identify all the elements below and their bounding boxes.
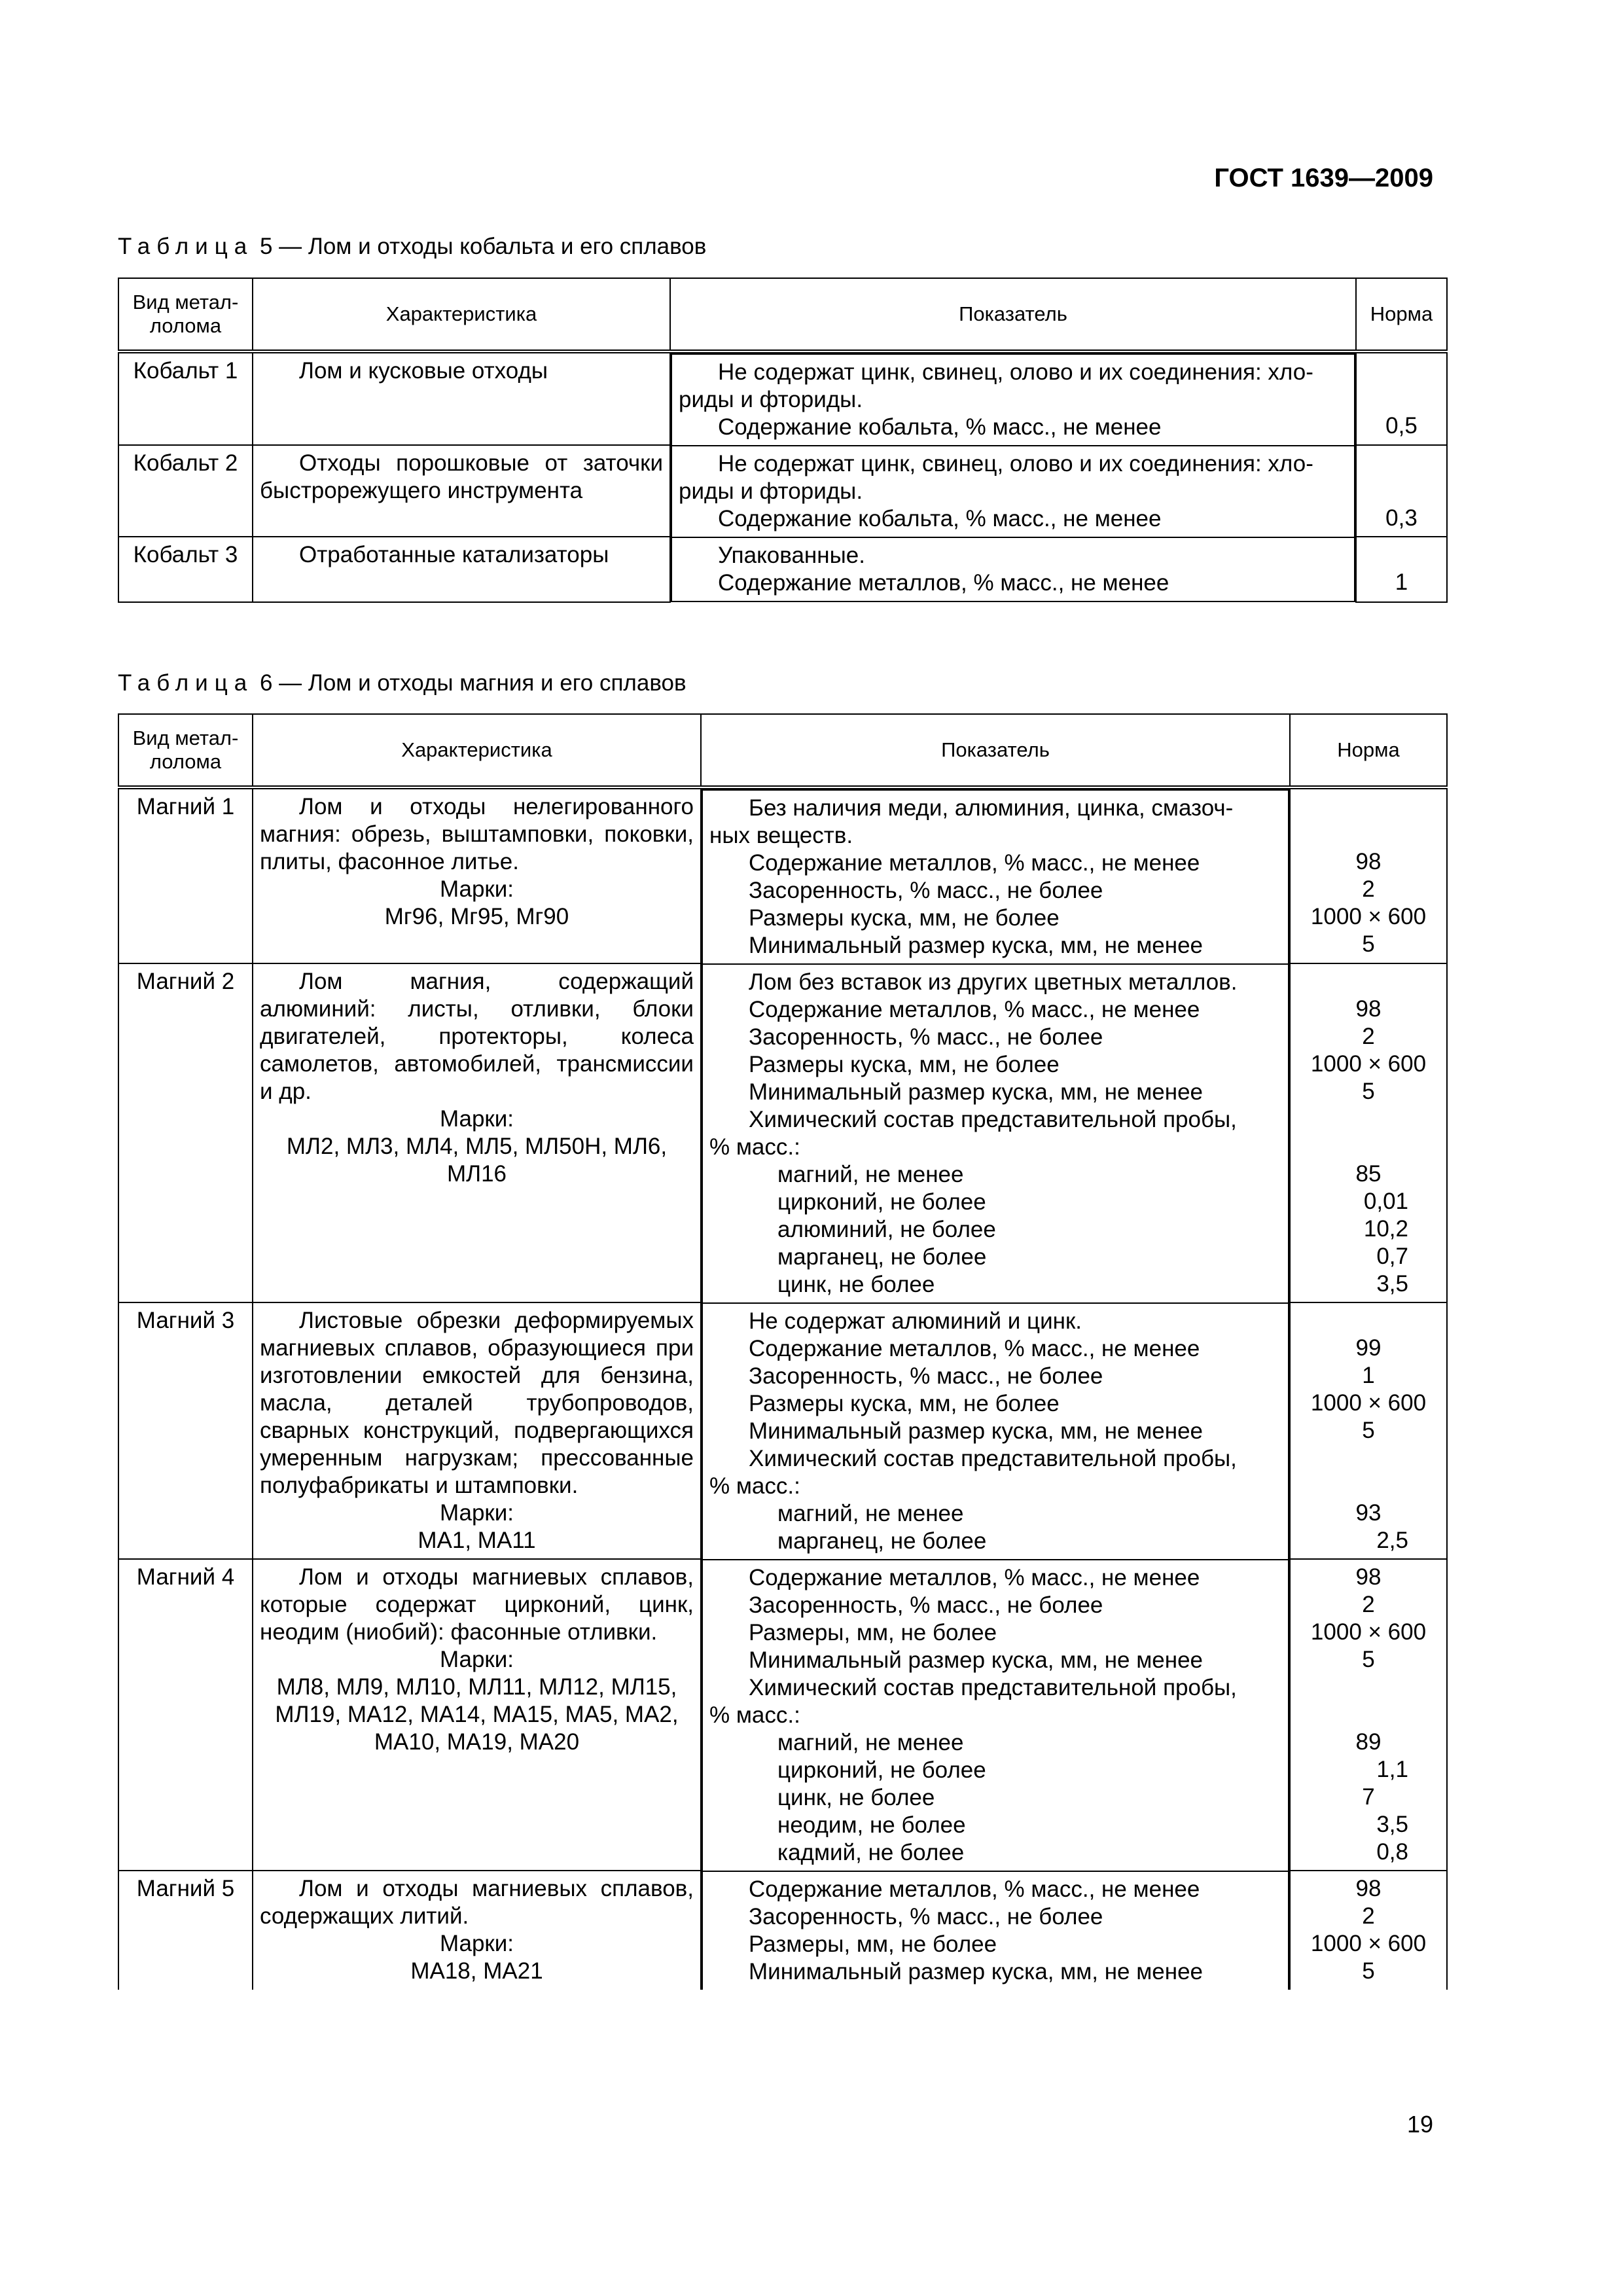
norm-value: 0,3	[1385, 505, 1418, 531]
grades-label: Марки:	[439, 1106, 514, 1132]
indicator-line: Размеры, мм, не более	[749, 1620, 997, 1645]
grades-label: Марки:	[439, 876, 514, 902]
norm-cell	[1356, 445, 1447, 537]
table-header-row	[118, 714, 1447, 787]
indicator-line: Не содержат алюминий и цинк.	[749, 1308, 1082, 1334]
norm-cell	[1290, 963, 1447, 1302]
norm-value: 5	[1362, 1647, 1375, 1672]
characteristic-text: Листовые обрезки деформируемых магниевых сплавов, образующиеся при изготовлении емкостей для бензина, масла, деталей трубопроводов, сварных конструкций, подвергающихся умеренным нагрузкам; прессованные полуфабрикаты и штамповки.	[260, 1308, 694, 1498]
table-row	[118, 445, 1447, 537]
norm-value: 98	[1355, 996, 1382, 1022]
norm-value: 2	[1362, 876, 1375, 902]
indicator-cell	[702, 963, 1289, 1302]
characteristic-text: Лом и кусковые отходы	[299, 358, 548, 384]
scrap-kind-cell: Магний 3	[118, 1302, 253, 1559]
norm-value: 10,2	[1363, 1216, 1408, 1242]
table-row	[118, 537, 1447, 602]
norm-value	[1363, 541, 1440, 569]
grades-label: Марки:	[439, 1931, 514, 1956]
norm-value: 5	[1362, 1958, 1375, 1984]
norm-value: 1000 × 600	[1310, 904, 1427, 929]
grades-list: МЛ8, МЛ9, МЛ10, МЛ11, МЛ12, МЛ15, МЛ19, МА12, МА14, МА15, МА5, МА2, МА10, МА19, МА20	[275, 1674, 679, 1755]
table-row	[118, 1559, 1447, 1871]
norm-value: 3,5	[1376, 1812, 1408, 1837]
grades-label: Марки:	[439, 1647, 514, 1672]
table-row	[118, 1302, 1447, 1559]
norm-value: 2	[1362, 1024, 1375, 1049]
indicator-line: Минимальный размер куска, мм, не менее	[749, 1959, 1204, 1984]
indicator-cell	[702, 1302, 1289, 1559]
characteristic-text: Отходы порошковые от заточки быстрорежущего инструмента	[260, 450, 663, 503]
norm-value: 2	[1362, 1592, 1375, 1617]
norm-value: 85	[1355, 1161, 1382, 1187]
characteristic-cell	[253, 445, 670, 537]
col-header-kind: Вид метал-лолома	[118, 714, 253, 787]
grades-label: Марки:	[439, 1500, 514, 1526]
norm-value	[1363, 357, 1440, 385]
table5	[118, 278, 1448, 603]
indicator-line: риды и фториды.	[679, 478, 863, 504]
col-header-norm: Норма	[1356, 278, 1447, 351]
norm-value	[1363, 477, 1440, 505]
indicator-line: цинк, не более	[777, 1272, 935, 1297]
indicator-line: цинк, не более	[777, 1785, 935, 1810]
indicator-line: алюминий, не более	[777, 1217, 996, 1242]
scrap-kind-cell: Кобальт 3	[118, 537, 253, 602]
indicator-cell	[671, 445, 1355, 537]
norm-value: 5	[1362, 1418, 1375, 1443]
norm-cell	[1290, 1871, 1447, 1990]
norm-value: 89	[1355, 1729, 1382, 1755]
scrap-kind-cell: Магний 5	[118, 1871, 253, 1990]
characteristic-cell	[253, 1559, 701, 1871]
indicator-line: Содержание металлов, % масс., не менее	[749, 1876, 1200, 1902]
table-row	[118, 963, 1447, 1302]
indicator-line: Не содержат цинк, свинец, олово и их соединения: хло-	[718, 451, 1313, 476]
indicator-line: Содержание металлов, % масс., не менее	[749, 1565, 1200, 1590]
norm-value: 98	[1355, 1564, 1382, 1590]
indicator-line: магний, не менее	[777, 1501, 964, 1526]
indicator-line: Содержание кобальта, % масс., не менее	[718, 506, 1162, 531]
norm-value	[1363, 385, 1440, 412]
indicator-line: Химический состав представительной пробы,	[749, 1675, 1237, 1700]
norm-value	[1297, 1444, 1440, 1472]
characteristic-text: Отработанные катализаторы	[299, 542, 609, 567]
indicator-line: Лом без вставок из других цветных металлов.	[749, 969, 1238, 995]
grades-list: МЛ2, МЛ3, МЛ4, МЛ5, МЛ50Н, МЛ6, МЛ16	[286, 1134, 668, 1187]
indicator-cell	[702, 1871, 1289, 1990]
norm-value	[1297, 1472, 1440, 1499]
indicator-line: магний, не менее	[777, 1162, 964, 1187]
indicator-line: Засоренность, % масс., не более	[749, 1024, 1103, 1050]
indicator-line: кадмий, не более	[777, 1840, 965, 1865]
indicator-line: Засоренность, % масс., не более	[749, 1592, 1103, 1618]
indicator-line: магний, не менее	[777, 1730, 964, 1755]
indicator-line: Минимальный размер куска, мм, не менее	[749, 1418, 1204, 1444]
norm-value: 1000 × 600	[1310, 1390, 1427, 1416]
document-code: ГОСТ 1639—2009	[1214, 164, 1433, 192]
col-header-indicator: Показатель	[701, 714, 1290, 787]
indicator-line: Без наличия меди, алюминия, цинка, смазоч-	[749, 795, 1234, 821]
indicator-line: Содержание металлов, % масс., не менее	[749, 1336, 1200, 1361]
scrap-kind-cell: Магний 2	[118, 963, 253, 1302]
indicator-line: % масс.:	[709, 1134, 800, 1160]
table-row	[118, 351, 1447, 445]
indicator-line: Упакованные.	[718, 543, 865, 568]
indicator-line: Содержание металлов, % масс., не менее	[749, 850, 1200, 876]
norm-value	[1297, 821, 1440, 848]
table6-caption: Таблица 6 — Лом и отходы магния и его сплавов	[118, 670, 687, 696]
norm-value: 7	[1362, 1784, 1375, 1810]
indicator-line: Химический состав представительной пробы,	[749, 1107, 1237, 1132]
norm-value: 1000 × 600	[1310, 1931, 1427, 1956]
norm-value	[1297, 1105, 1440, 1133]
characteristic-cell	[253, 1871, 701, 1990]
col-header-characteristic: Характеристика	[253, 278, 670, 351]
norm-cell	[1356, 351, 1447, 445]
col-header-kind: Вид метал-лолома	[118, 278, 253, 351]
indicator-line: цирконий, не более	[777, 1757, 986, 1783]
norm-cell	[1290, 787, 1447, 963]
norm-value: 1	[1395, 569, 1408, 595]
indicator-line: Засоренность, % масс., не более	[749, 878, 1103, 903]
characteristic-cell	[253, 1302, 701, 1559]
indicator-line: цирконий, не более	[777, 1189, 986, 1215]
col-header-characteristic: Характеристика	[253, 714, 701, 787]
norm-value: 0,5	[1385, 413, 1418, 439]
scrap-kind-cell: Магний 4	[118, 1559, 253, 1871]
characteristic-text: Лом магния, содержащий алюминий: листы, отливки, блоки двигателей, протекторы, колеса самолетов, автомобилей, трансмиссии и др.	[260, 969, 694, 1104]
indicator-line: Засоренность, % масс., не более	[749, 1363, 1103, 1389]
indicator-line: % масс.:	[709, 1473, 800, 1499]
indicator-line: Содержание металлов, % масс., не менее	[749, 997, 1200, 1022]
norm-cell	[1290, 1559, 1447, 1871]
norm-value: 1000 × 600	[1310, 1619, 1427, 1645]
indicator-line: ных веществ.	[709, 823, 853, 848]
indicator-line: Размеры куска, мм, не более	[749, 1391, 1060, 1416]
norm-value: 99	[1355, 1335, 1382, 1361]
norm-value: 93	[1355, 1500, 1382, 1526]
scrap-kind-cell: Кобальт 2	[118, 445, 253, 537]
indicator-line: Минимальный размер куска, мм, не менее	[749, 1647, 1204, 1673]
col-header-indicator: Показатель	[670, 278, 1356, 351]
indicator-line: % масс.:	[709, 1702, 800, 1728]
norm-value	[1297, 968, 1440, 996]
norm-value: 1,1	[1376, 1757, 1408, 1782]
characteristic-cell	[253, 351, 670, 445]
characteristic-cell	[253, 963, 701, 1302]
indicator-line: Засоренность, % масс., не более	[749, 1904, 1103, 1929]
norm-value	[1297, 1701, 1440, 1729]
norm-value	[1363, 450, 1440, 477]
indicator-line: Содержание металлов, % масс., не менее	[718, 570, 1169, 596]
norm-value: 1	[1362, 1363, 1375, 1388]
indicator-line: марганец, не более	[777, 1244, 987, 1270]
norm-value	[1297, 793, 1440, 821]
indicator-line: Минимальный размер куска, мм, не менее	[749, 933, 1204, 958]
page-number: 19	[1406, 2111, 1433, 2138]
col-header-norm: Норма	[1290, 714, 1447, 787]
norm-cell	[1290, 1302, 1447, 1559]
table5-caption: Таблица 5 — Лом и отходы кобальта и его сплавов	[118, 234, 707, 259]
characteristic-text: Лом и отходы магниевых сплавов, содержащих литий.	[260, 1876, 694, 1929]
characteristic-cell	[253, 787, 701, 963]
indicator-cell	[702, 789, 1289, 963]
indicator-cell	[702, 1559, 1289, 1871]
norm-value: 0,01	[1363, 1189, 1408, 1214]
indicator-line: неодим, не более	[777, 1812, 966, 1838]
characteristic-cell	[253, 537, 670, 602]
indicator-line: Размеры, мм, не более	[749, 1931, 997, 1957]
norm-value: 1000 × 600	[1310, 1051, 1427, 1077]
indicator-cell	[671, 537, 1355, 602]
indicator-line: Размеры куска, мм, не более	[749, 905, 1060, 931]
norm-value: 98	[1355, 1876, 1382, 1901]
table-header-row	[118, 278, 1447, 351]
indicator-line: Химический состав представительной пробы,	[749, 1446, 1237, 1471]
indicator-line: Минимальный размер куска, мм, не менее	[749, 1079, 1204, 1105]
grades-list: Мг96, Мг95, Мг90	[384, 904, 569, 929]
norm-value: 3,5	[1376, 1271, 1408, 1297]
indicator-cell	[671, 353, 1355, 445]
norm-value	[1297, 1307, 1440, 1335]
norm-value: 5	[1362, 1079, 1375, 1104]
norm-cell	[1356, 537, 1447, 602]
grades-list: МА1, МА11	[418, 1528, 536, 1553]
norm-value: 0,7	[1376, 1244, 1408, 1269]
scrap-kind-cell: Кобальт 1	[118, 351, 253, 445]
norm-value: 5	[1362, 931, 1375, 957]
norm-value: 2,5	[1376, 1528, 1408, 1553]
indicator-line: Размеры куска, мм, не более	[749, 1052, 1060, 1077]
table-row	[118, 787, 1447, 963]
norm-value: 98	[1355, 849, 1382, 874]
table6	[118, 713, 1448, 1990]
indicator-line: риды и фториды.	[679, 387, 863, 412]
grades-list: МА18, МА21	[410, 1958, 543, 1984]
table-row	[118, 1871, 1447, 1990]
norm-value	[1297, 1674, 1440, 1701]
characteristic-text: Лом и отходы нелегированного магния: обрезь, выштамповки, поковки, плиты, фасонное литье.	[260, 794, 694, 874]
indicator-line: марганец, не более	[777, 1528, 987, 1554]
scrap-kind-cell: Магний 1	[118, 787, 253, 963]
norm-value	[1297, 1133, 1440, 1160]
norm-value: 2	[1362, 1903, 1375, 1929]
indicator-line: Не содержат цинк, свинец, олово и их соединения: хло-	[718, 359, 1313, 385]
characteristic-text: Лом и отходы магниевых сплавов, которые содержат цирконий, цинк, неодим (ниобий): фасонные отливки.	[260, 1564, 694, 1645]
indicator-line: Содержание кобальта, % масс., не менее	[718, 414, 1162, 440]
norm-value: 0,8	[1376, 1839, 1408, 1865]
